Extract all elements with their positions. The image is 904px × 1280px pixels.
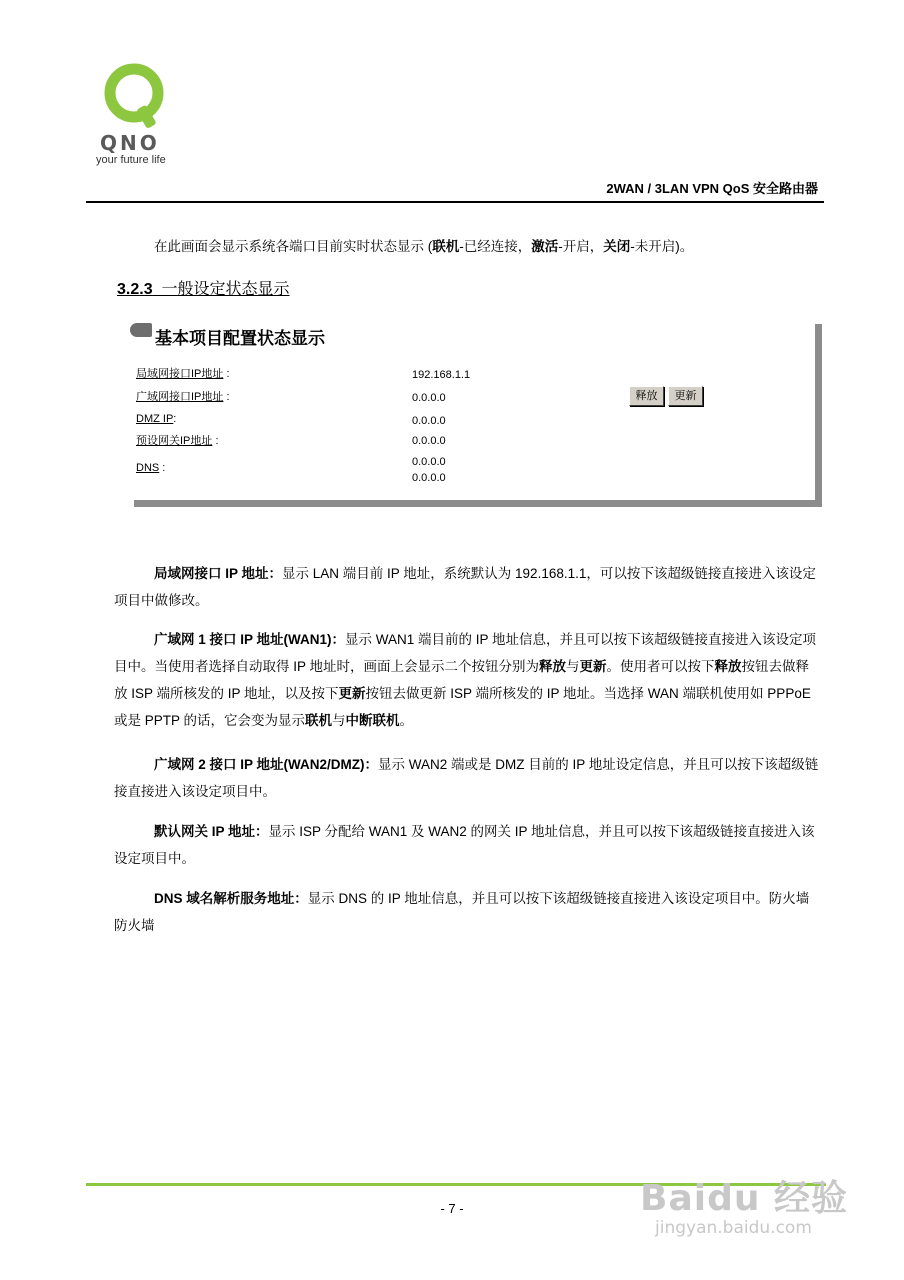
dns-value-secondary: 0.0.0.0 — [412, 472, 446, 484]
para-text: 按钮去做更新 ISP 端所核发的 IP 地址。当选择 WAN 端联机使用如 PPPoE 或是 PPTP 的话，它会变为显示 — [114, 686, 811, 728]
section-number: 3.2.3 — [117, 281, 153, 298]
para-bold: 默认网关 IP 地址： — [154, 824, 269, 839]
panel-title: 基本项目配置状态显示 — [155, 329, 325, 349]
gateway-ip-link[interactable]: 预设网关IP地址 — [136, 435, 213, 447]
label-colon: : — [223, 391, 230, 403]
wan1-paragraph — [114, 626, 820, 734]
para-bold: 释放 — [714, 659, 742, 674]
intro-paragraph — [114, 233, 820, 260]
lan-ip-label[interactable] — [136, 365, 230, 381]
wan-ip-label[interactable] — [136, 388, 230, 404]
gateway-paragraph — [114, 818, 820, 872]
para-text: 与 — [332, 713, 346, 728]
para-text: 。 — [399, 713, 414, 728]
dns-value-primary: 0.0.0.0 — [412, 456, 446, 468]
intro-bold-connected: 联机 — [432, 239, 460, 254]
header-divider — [86, 201, 824, 203]
dns-link[interactable]: DNS — [136, 462, 160, 474]
intro-bold-off: 关闭 — [603, 239, 631, 254]
para-text: 显示 WAN1 端目前的 IP 地址信息，并且可以按下该超级链接直接进入该设定项目中。当使用者选择自动取得 IP 地址时，画面上会显示二个按钮分别为 — [114, 632, 817, 674]
intro-text: 在此画面会显示系统各端口目前实时状态显示 ( — [154, 239, 433, 254]
wan2-paragraph — [114, 751, 820, 805]
watermark-url: jingyan.baidu.com — [655, 1218, 812, 1238]
wan-ip-link[interactable]: 广域网接口IP地址 — [136, 391, 224, 403]
panel-shadow — [815, 324, 822, 506]
logo-text: QNO — [100, 131, 160, 155]
dns-paragraph — [114, 885, 820, 939]
gateway-ip-value: 0.0.0.0 — [412, 435, 446, 447]
panel-shadow — [134, 500, 822, 507]
renew-button[interactable]: 更新 — [668, 386, 703, 406]
para-bold: 中断联机 — [345, 713, 400, 728]
para-text: 按钮去做释放 ISP 端所核发的 IP 地址，以及按下 — [114, 659, 810, 701]
label-colon: : — [159, 462, 166, 474]
section-title: 一般设定状态显示 — [161, 281, 290, 298]
para-bold: 释放 — [539, 659, 567, 674]
gateway-ip-label[interactable] — [136, 432, 219, 448]
panel-title-icon — [130, 323, 152, 337]
para-bold: DNS 域名解析服务地址： — [154, 891, 308, 906]
para-text: 显示 DNS 的 IP 地址信息，并且可以按下该超级链接直接进入该设定项目中。防火墙防火墙 — [114, 891, 810, 933]
para-bold: 广域网 2 接口 IP 地址(WAN2/DMZ)： — [154, 757, 379, 772]
para-bold: 局域网接口 IP 地址： — [154, 566, 283, 581]
lan-ip-value: 192.168.1.1 — [412, 369, 471, 381]
lan-ip-link[interactable]: 局域网接口IP地址 — [136, 368, 224, 380]
dns-label[interactable] — [136, 462, 165, 474]
para-text: 显示 ISP 分配给 WAN1 及 WAN2 的网关 IP 地址信息，并且可以按下该超级链接直接进入该设定项目中。 — [114, 824, 815, 866]
label-colon: : — [173, 413, 177, 425]
para-text: 显示 WAN2 端或是 DMZ 目前的 IP 地址设定信息，并且可以按下该超级链接直接进入该设定项目中。 — [114, 757, 819, 799]
para-text: 显示 LAN 端目前 IP 地址，系统默认为 192.168.1.1，可以按下该超级链接直接进入该设定项目中做修改。 — [114, 566, 816, 608]
para-bold: 更新 — [579, 659, 607, 674]
lan-ip-paragraph — [114, 560, 820, 614]
logo-tagline: your future life — [96, 154, 166, 166]
intro-bold-active: 激活 — [531, 239, 559, 254]
intro-text: -已经连接， — [459, 239, 532, 254]
document-header-title: 2WAN / 3LAN VPN QoS 安全路由器 — [606, 181, 818, 196]
page-number: - 7 - — [440, 1201, 464, 1216]
para-bold: 联机 — [305, 713, 333, 728]
para-bold: 更新 — [338, 686, 366, 701]
dmz-ip-label[interactable] — [136, 413, 176, 425]
dmz-ip-link[interactable]: DMZ IP — [136, 413, 174, 425]
intro-text: -开启， — [558, 239, 604, 254]
release-button[interactable]: 释放 — [629, 386, 664, 406]
para-text: 与 — [566, 659, 580, 674]
label-colon: : — [223, 368, 230, 380]
wan-ip-value: 0.0.0.0 — [412, 392, 446, 404]
baidu-watermark: Baidu 经验 — [640, 1178, 849, 1219]
status-panel — [134, 322, 820, 506]
para-text: 。使用者可以按下 — [606, 659, 715, 674]
intro-text: -未开启)。 — [630, 239, 694, 254]
label-colon: : — [212, 435, 219, 447]
dmz-ip-value: 0.0.0.0 — [412, 415, 446, 427]
section-heading — [117, 276, 290, 299]
qno-logo-icon — [104, 62, 168, 132]
para-bold: 广域网 1 接口 IP 地址(WAN1)： — [154, 632, 346, 647]
